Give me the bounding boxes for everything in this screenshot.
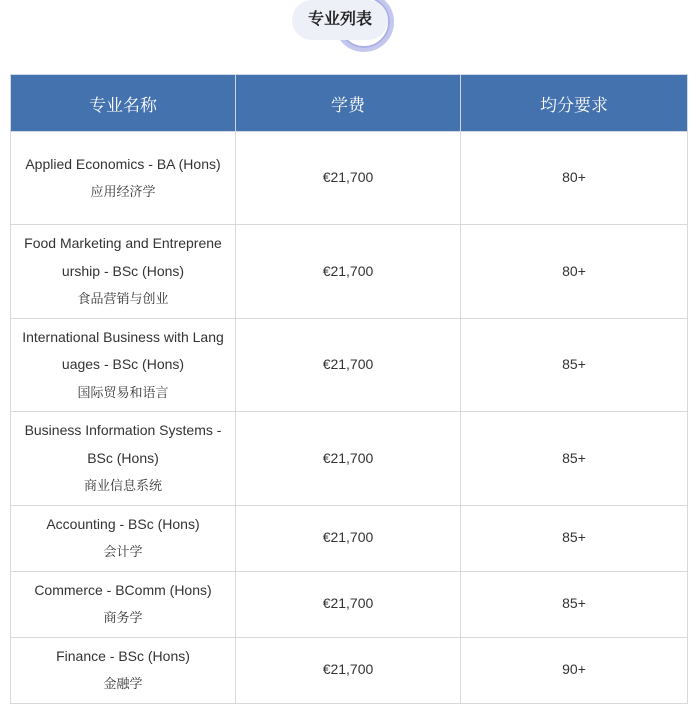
tuition-cell: €21,700 xyxy=(236,412,461,506)
major-english-name: International Business with Languages - BSc (Hons) xyxy=(22,328,224,372)
score-cell: 85+ xyxy=(461,318,688,412)
major-chinese-name: 商务学 xyxy=(103,610,143,625)
tuition-cell: €21,700 xyxy=(236,505,461,571)
section-title-badge xyxy=(290,0,406,52)
major-chinese-name: 国际贸易和语言 xyxy=(77,384,169,400)
tuition-cell: €21,700 xyxy=(236,637,461,703)
score-cell: 85+ xyxy=(461,412,688,506)
score-cell: 90+ xyxy=(461,637,688,703)
major-name-cell xyxy=(11,132,236,225)
table-row xyxy=(11,412,688,506)
major-english-name: Accounting - BSc (Hons) xyxy=(46,515,200,532)
major-chinese-name: 金融学 xyxy=(103,676,143,691)
table-row xyxy=(11,505,688,571)
score-cell: 80+ xyxy=(461,225,688,319)
table-row xyxy=(11,225,688,319)
major-name-cell xyxy=(11,637,236,703)
header-major-name: 专业名称 xyxy=(11,75,236,132)
major-name-cell xyxy=(11,225,236,319)
major-name-cell xyxy=(11,318,236,412)
major-english-name: Commerce - BComm (Hons) xyxy=(34,581,212,598)
score-cell: 85+ xyxy=(461,571,688,637)
score-cell: 85+ xyxy=(461,505,688,571)
page-title: 专业列表 xyxy=(307,11,372,28)
major-chinese-name: 食品营销与创业 xyxy=(77,291,169,306)
majors-table xyxy=(10,74,688,704)
major-name-cell xyxy=(11,412,236,506)
major-chinese-name: 会计学 xyxy=(103,544,143,559)
tuition-cell: €21,700 xyxy=(236,318,461,412)
major-english-name: Applied Economics - BA (Hons) xyxy=(25,155,221,172)
major-english-name: Business Information Systems - BSc (Hons) xyxy=(24,422,222,466)
major-name-cell xyxy=(11,571,236,637)
major-chinese-name: 应用经济学 xyxy=(90,184,156,199)
major-english-name: Food Marketing and Entrepreneurship - BSc (Hons) xyxy=(24,235,222,279)
table-row xyxy=(11,637,688,703)
table-row xyxy=(11,571,688,637)
major-chinese-name: 商业信息系统 xyxy=(83,478,162,493)
header-tuition: 学费 xyxy=(236,75,461,132)
header-score-requirement: 均分要求 xyxy=(461,75,688,132)
table-header-row xyxy=(11,75,688,132)
tuition-cell: €21,700 xyxy=(236,225,461,319)
tuition-cell: €21,700 xyxy=(236,132,461,225)
table-row xyxy=(11,318,688,412)
table-row xyxy=(11,132,688,225)
major-name-cell xyxy=(11,505,236,571)
major-english-name: Finance - BSc (Hons) xyxy=(56,647,190,664)
score-cell: 80+ xyxy=(461,132,688,225)
tuition-cell: €21,700 xyxy=(236,571,461,637)
